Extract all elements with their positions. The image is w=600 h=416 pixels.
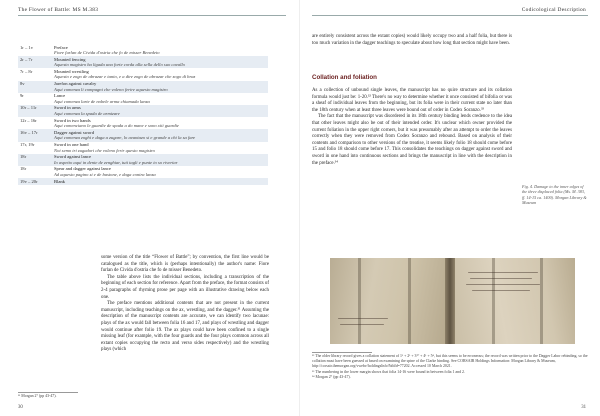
left-body-text [101, 255, 269, 354]
folio-cell: 16v – 17r [18, 129, 52, 141]
content-cell [52, 105, 268, 117]
section-incipit: Aqui comenza li compagni che voleno ferire aquesto magistro [54, 86, 168, 92]
table-row [18, 129, 268, 141]
section-name: Sword in two hands [54, 117, 91, 123]
photo-fold-mark [492, 258, 495, 344]
figure-caption: Fig. 4. Damage to the inner edges of the three displaced folia (Ms. M. 383, ff. 14-15 ca. 1400). Morgan Library & Museum [522, 184, 587, 206]
content-cell [52, 44, 268, 56]
right-paragraph: As a collection of unbound single leaves, the manuscript has no quire structure and its collation formula would just be: 1-20.³² There's no way to determine whether it once consisted of bifolia or was a sheaf of individual leaves from the beginning, but its folia were in their current state no later than the 18th century when at least three leaves were bound out of order in Codex Soranzo.³³ [312, 88, 512, 113]
section-name: Dagger against sword [54, 129, 95, 135]
photo-right-leaf [452, 258, 575, 344]
left-page-number: 30 [18, 405, 23, 410]
folio-cell: 19v – 20r [18, 178, 52, 185]
table-row [18, 56, 268, 68]
section-incipit: Io aspetto aqui in dente de zenghiar, tuti tagli e punte io so riveriar [54, 159, 178, 165]
section-incipit: Aquesto e zogo de abrazar e tanto, e a dire zogo de abrazar che zogo di braz [54, 74, 196, 80]
right-page-number: 31 [581, 405, 586, 410]
content-cell [52, 142, 268, 154]
left-paragraph: The table above lists the individual sections, including a transcription of the beginning of each section for reference. Apart from the preface, the format consists of 2-4 paragraphs of rhyming prose per page with an illustrative drawing below each one. [101, 274, 269, 300]
section-name: Sword in arms [54, 105, 81, 111]
folio-cell: 17r, 19r [20, 142, 35, 147]
right-footnotes [312, 354, 588, 381]
section-name: Sword in one hand [54, 142, 89, 147]
section-name: Mounted wrestling [54, 68, 89, 74]
photo-binding-gutter [445, 258, 455, 344]
section-incipit: Noi semo tri zugadori che voleno ferir questo magistro [54, 147, 155, 153]
folio-cell: 18r [20, 166, 27, 172]
content-cell [52, 68, 268, 80]
table-row [18, 68, 268, 80]
photo-fold-mark [408, 258, 411, 344]
right-footnote: ³⁴ Morgan 2° (pp 43-47). [312, 375, 351, 380]
content-cell [52, 81, 268, 93]
section-incipit: Aqui comenza zoghi e daga a zugare, lo avantazo si e grande a chi la sa fare [54, 135, 196, 141]
section-name: Sword against lance [54, 154, 91, 160]
left-head-rule [18, 15, 286, 16]
right-page [300, 0, 600, 416]
right-footnote: ³² The older library record gives a collation statement of 1¹ + 2¹ + 3¹⁰ + 4¹ + 5⁴, but this seems to be erroneous; the record was written prior to the Dagger Labor rebinding, so the collation must have been guessed at based on examining the spine of the Clarke binding. See CORSAIR Holdings Information: Morgan Library & Museum, http://corsair.themorgan.org/vwebv/holdingsInfo?bibId=77202. Accessed 10 March 2021. [312, 354, 588, 368]
section-name: Spear and dagger against lance [54, 166, 111, 172]
section-incipit: Aquesto magistro ha ligada una forte corda alla sella dello suo cavallo [54, 62, 185, 68]
section-name: Mounted fencing [54, 56, 86, 62]
left-paragraph: The preface mentions additional contents that are not present in the current manuscript, including teachings on the ax, wrestling, and the dagger.³¹ Assuming the description of the manuscript contents are accurate, we can identify two lacunae: plays of the ax would fall between folia 16 and 17, and plays of wrestling and dagger would continue after folio 19. The ax plays could have been confined to a single missing leaf (for example, with the four guards and the four plays common across all extant copies occupying the recto and verso sides respectively) and the wrestling plays (which [101, 301, 269, 353]
content-cell [52, 56, 268, 68]
content-cell [52, 178, 268, 185]
table-row [18, 166, 268, 178]
table-row [18, 105, 268, 117]
folio-cell: 7r – 8r [20, 68, 33, 74]
content-cell [52, 93, 268, 105]
folio-cell: 10r – 11r [18, 105, 52, 117]
right-paragraph: The fact that the manuscript was disordered in its 18th century binding lends credence to the idea that other leaves might also be out of their intended order. It's unclear which owner provided the current foliation in the upper right corners, but it was presumably after an attempt to order the leaves correctly when they were removed from Codex Soranzo and rebound. Based on analysis of their contents and comparison to other versions of the treatise, it seems likely folio 18 should come before 15 and folio 18 should come before 17. This consolidates the teachings on dagger against sword and sword in one hand into continuous sections and brings the manuscript in line with the description in the preface.³⁴ [312, 114, 512, 166]
photo-fold-mark [358, 258, 361, 344]
section-incipit: Ad aquesto pagino si e de bastone, e daga contra lanza [54, 171, 156, 177]
folio-cell: 12r – 16r [20, 117, 37, 123]
section-heading: Collation and foliation [312, 74, 377, 81]
section-name: Jarefon against cavalry [54, 81, 97, 87]
table-row [18, 93, 268, 105]
left-footnote: ³¹ Morgan 2° (pp 43-47). [18, 394, 57, 398]
section-name: Blank [54, 178, 65, 184]
folio-cell: 1r – 1v [20, 44, 34, 50]
left-paragraph: some version of the title “Flower of Battle”; by convention, the first line would be catalogued as the title, which is (perhaps intentionally) the author's name: Fiore furlan de Civida d'ostria che fo de misser Benedeto. [101, 255, 269, 274]
right-head-rule [312, 15, 588, 16]
manuscript-photo [330, 258, 575, 344]
section-name: Preface [54, 44, 68, 50]
left-running-head: The Flower of Battle: MS M.383 [18, 7, 99, 13]
table-row [18, 178, 268, 185]
photo-fold-mark [540, 258, 543, 344]
folio-cell: 9r [20, 93, 24, 99]
table-row [18, 142, 268, 154]
section-name: Lance [54, 93, 66, 99]
right-running-head: Codicological Description [521, 7, 586, 13]
content-cell [52, 154, 268, 166]
right-intro-text: are entirely consistent across the extant copies) would likely occupy two and a half folia, but there is too much variation in the dagger teachings to speculate about how long that section might have been. [312, 34, 512, 46]
section-incipit: Aqui comenza la spada de armizare [54, 111, 120, 117]
folio-cell: 2r – 7r [18, 56, 52, 68]
left-footnote-rule [18, 392, 78, 393]
table-row [18, 154, 268, 166]
right-body-text [312, 88, 512, 167]
content-cell [52, 129, 268, 141]
folio-cell: 8v [18, 81, 52, 93]
table-row [18, 117, 268, 129]
folio-cell: 18r [18, 154, 52, 166]
content-cell [52, 166, 268, 178]
right-footnote-rule [312, 352, 372, 353]
folio-contents-table [18, 44, 268, 185]
content-cell [52, 117, 268, 129]
section-incipit: Aqui comenciano le guardie de spada a do mane e sono xiii guardie [54, 123, 179, 129]
table-row [18, 81, 268, 93]
right-footnote: ³³ The numbering in the lower margin shows that folia 14-16 were bound in between folia 1 and 2. [312, 369, 465, 374]
section-incipit: Fiore furlan de Civida d'ostria che fo de misser Benedeto [54, 50, 160, 56]
photo-left-leaf [330, 258, 448, 344]
table-row [18, 44, 268, 56]
section-incipit: Aqui comenza larte de nobele arma chiamada lanza [54, 98, 150, 104]
